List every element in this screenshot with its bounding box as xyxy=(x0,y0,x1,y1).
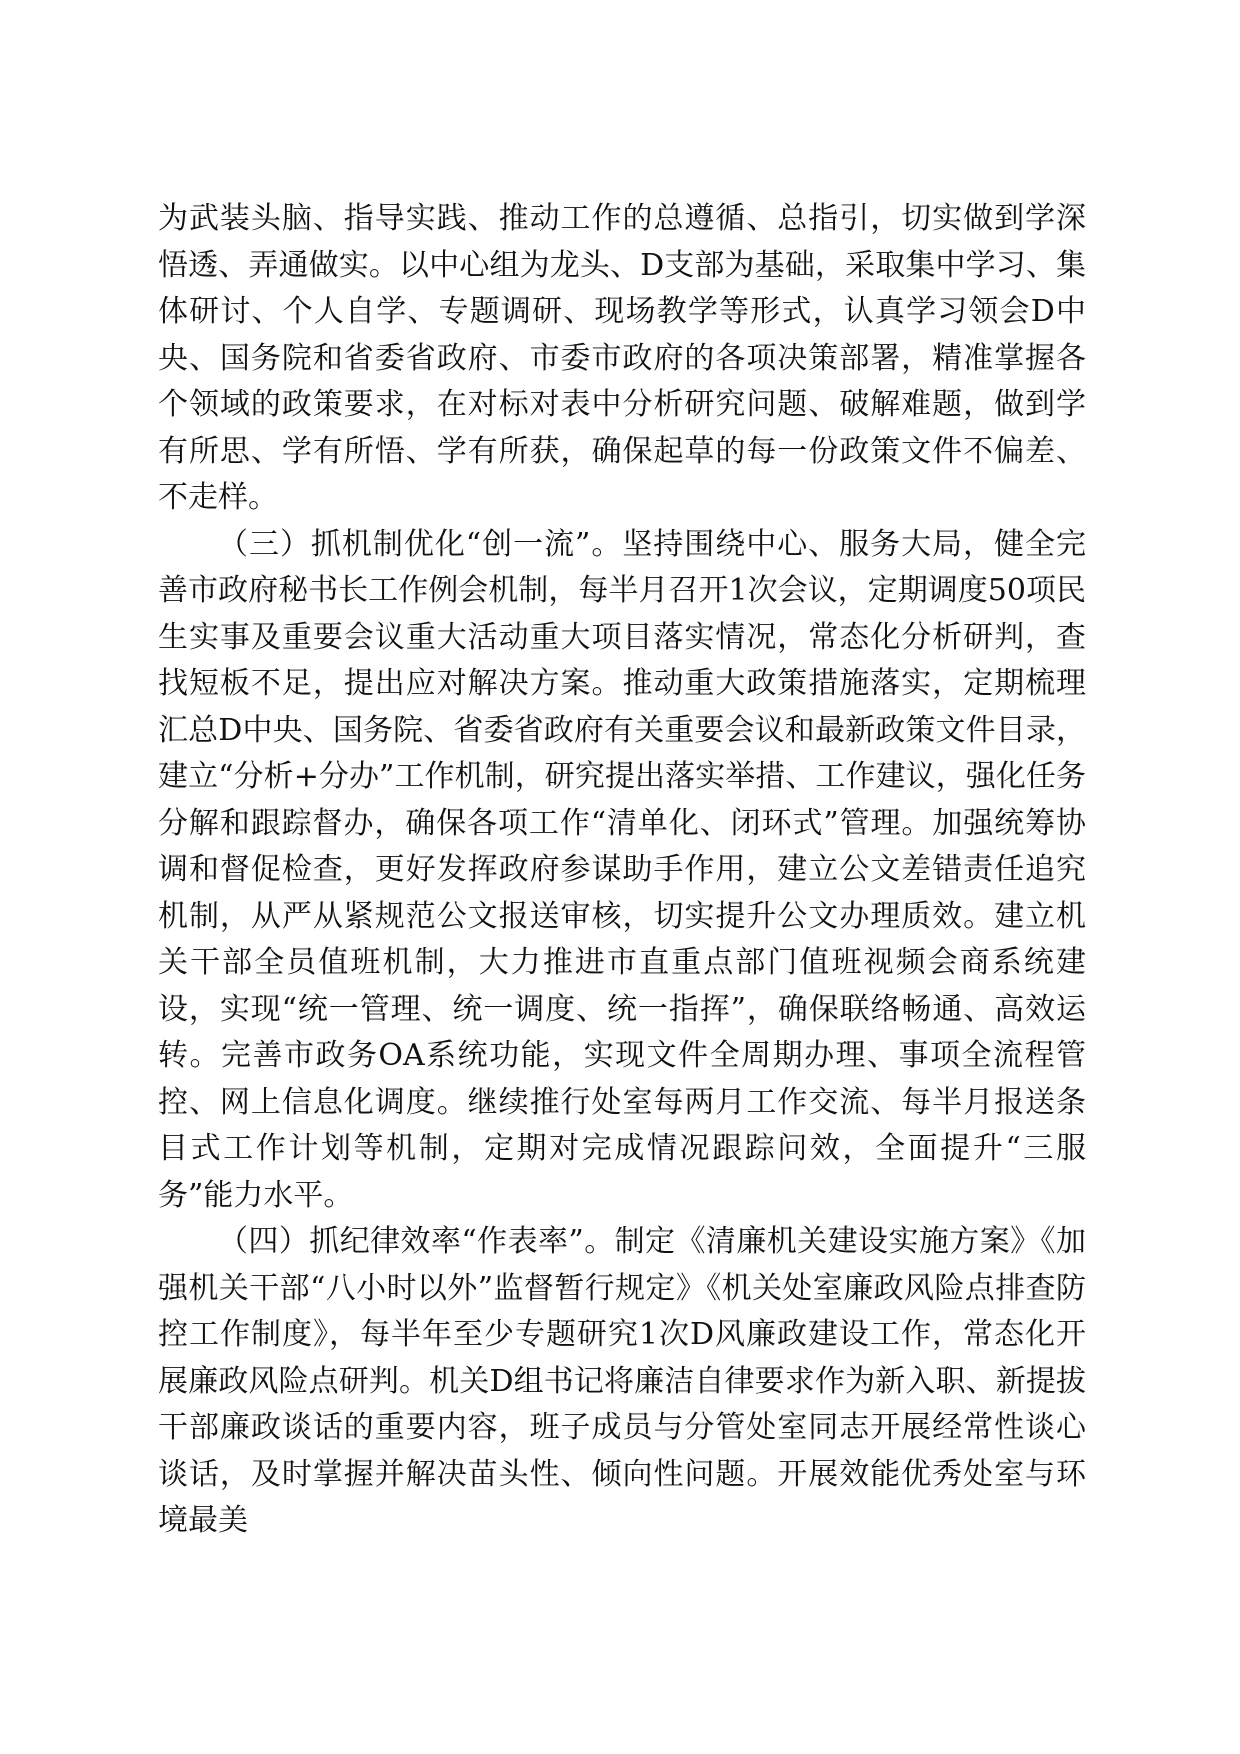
paragraph-1: 为武装头脑、指导实践、推动工作的总遵循、总指引，切实做到学深悟透、弄通做实。以中心组为龙头、D支部为基础，采取集中学习、集体研讨、个人自学、专题调研、现场教学等形式，认真学习领会D中央、国务院和省委省政府、市委市政府的各项决策部署，精准掌握各个领域的政策要求，在对标对表中分析研究问题、破解难题，做到学有所思、学有所悟、学有所获，确保起草的每一份政策文件不偏差、不走样。 xyxy=(158,201,1086,515)
paragraph-2: （三）抓机制优化“创一流”。坚持围绕中心、服务大局，健全完善市政府秘书长工作例会机制，每半月召开1次会议，定期调度50项民生实事及重要会议重大活动重大项目落实情况，常态化分析研判，查找短板不足，提出应对解决方案。推动重大政策措施落实，定期梳理汇总D中央、国务院、省委省政府有关重要会议和最新政策文件目录，建立“分析+分办”工作机制，研究提出落实举措、工作建议，强化任务分解和跟踪督办，确保各项工作“清单化、闭环式”管理。加强统筹协调和督促检查，更好发挥政府参谋助手作用，建立公文差错责任追究机制，从严从紧规范公文报送审核，切实提升公文办理质效。建立机关干部全员值班机制，大力推进市直重点部门值班视频会商系统建设，实现“统一管理、统一调度、统一指挥”，确保联络畅通、高效运转。完善市政务OA系统功能，实现文件全周期办理、事项全流程管控、网上信息化调度。继续推行处室每两月工作交流、每半月报送条目式工作计划等机制，定期对完成情况跟踪问效，全面提升“三服务”能力水平。 xyxy=(158,526,1086,1213)
document-page xyxy=(158,196,1086,1545)
paragraph-3: （四）抓纪律效率“作表率”。制定《清廉机关建设实施方案》《加强机关干部“八小时以外”监督暂行规定》《机关处室廉政风险点排查防控工作制度》，每半年至少专题研究1次D风廉政建设工作，常态化开展廉政风险点研判。机关D组书记将廉洁自律要求作为新入职、新提拔干部廉政谈话的重要内容，班子成员与分管处室同志开展经常性谈心谈话，及时掌握并解决苗头性、倾向性问题。开展效能优秀处室与环境最美 xyxy=(158,1224,1086,1538)
